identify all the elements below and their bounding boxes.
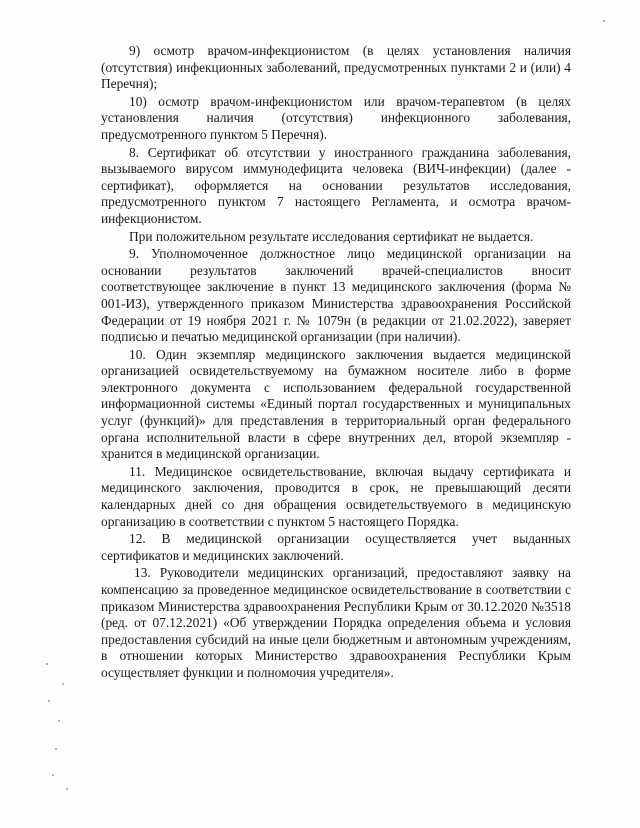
positive-result-paragraph: При положительном результате исследования сертификат не выдается. xyxy=(129,228,534,244)
clause-8-paragraph: 8. Сертификат об отсутствии у иностранного гражданина заболевания, вызываемого вирусом иммунодефицита человека (ВИЧ-инфекции) (далее - сертификат), оформляется на основании результатов исследования, предусмотренного пунктом 7 настоящего Регламента, и осмотра врачом-инфекционистом. xyxy=(101,144,571,226)
item-10-paragraph: 10) осмотр врачом-инфекционистом или врачом-терапевтом (в целях установления наличия (отсутствия) инфекционного заболевания, предусмотренного пунктом 5 Перечня). xyxy=(101,93,571,142)
document-body xyxy=(101,43,571,683)
scan-speck xyxy=(55,748,57,750)
clause-13-paragraph: 13. Руководители медицинских организаций, предоставляют заявку на компенсацию за проведенное медицинское освидетельствование в соответствии с приказом Министерства здравоохранения Республики Крым от 30.12.2020 №3518 (ред. от 07.12.2021) «Об утверждении Порядка определения объема и условия предоставления субсидий на иные цели бюджетным и автономным учреждениям, в отношении которых Министерство здравоохранения Республики Крым осуществляет функции и полномочия учредителя». xyxy=(101,565,571,680)
scan-speck xyxy=(66,788,68,790)
scan-speck xyxy=(52,774,54,776)
scan-speck xyxy=(62,683,64,685)
clause-12-paragraph: 12. В медицинской организации осуществляется учет выданных сертификатов и медицинских заключений. xyxy=(101,531,571,563)
scan-speck xyxy=(48,700,50,702)
clause-11-paragraph: 11. Медицинское освидетельствование, включая выдачу сертификата и медицинского заключения, проводится в срок, не превышающий десяти календарных дней со дня обращения освидетельствуемого в медицинскую организацию в соответствии с пунктом 5 настоящего Порядка. xyxy=(101,463,571,529)
item-9-paragraph: 9) осмотр врачом-инфекционистом (в целях установления наличия (отсутствия) инфекционных заболеваний, предусмотренных пунктами 2 и (или) 4 Перечня); xyxy=(101,43,571,92)
clause-9-paragraph: 9. Уполномоченное должностное лицо медицинской организации на основании результатов заключений врачей-специалистов вносит соответствующее заключение в пункт 13 медицинского заключения (форма № 001-ИЗ), утвержденного приказом Министерства здравоохранения Российской Федерации от 19 ноября 2021 г. № 1079н (в редакции от 21.02.2022), заверяет подписью и печатью медицинской организации (при наличии). xyxy=(101,246,571,345)
scan-speck xyxy=(58,720,60,722)
scan-speck xyxy=(46,663,48,665)
clause-10-paragraph: 10. Один экземпляр медицинского заключения выдается медицинской организацией освидетельствуемому на бумажном носителе либо в форме электронного документа с использованием федеральной государственной информационной системы «Единый портал государственных и муниципальных услуг (функций)» для представления в территориальный орган федерального органа исполнительной власти в сфере внутренних дел, второй экземпляр - хранится в медицинской организации. xyxy=(101,346,571,462)
scan-speck xyxy=(603,20,605,22)
